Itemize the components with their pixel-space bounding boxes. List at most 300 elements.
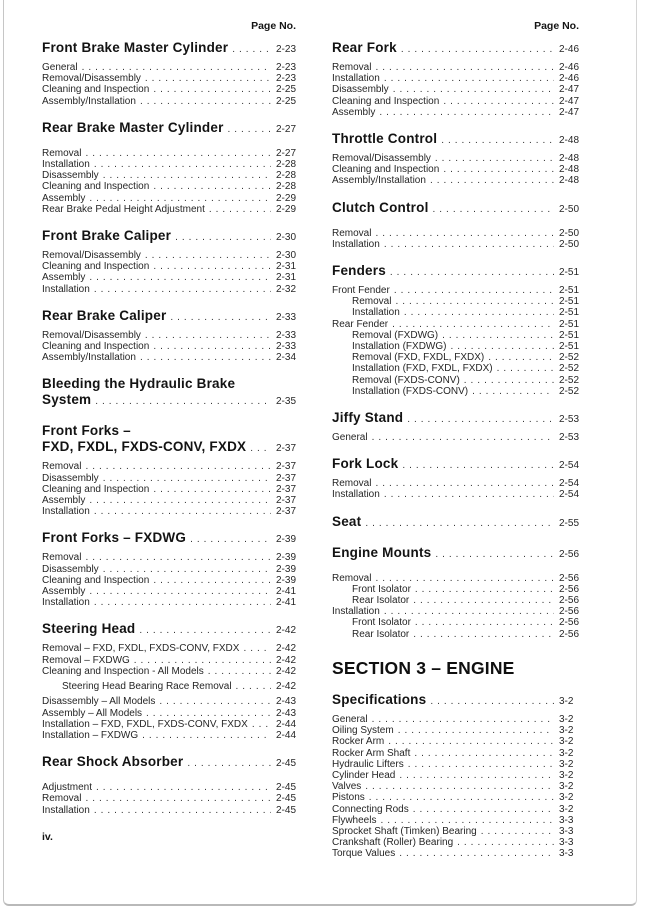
toc-section-title-row bbox=[42, 754, 306, 772]
toc-entry-label: Removal bbox=[332, 572, 372, 584]
toc-entry-label: General bbox=[332, 432, 368, 444]
toc-entry bbox=[42, 495, 306, 506]
toc-entry-label: Pistons bbox=[332, 792, 365, 804]
dot-leader bbox=[145, 73, 271, 84]
toc-page-number: 2-56 bbox=[559, 606, 580, 618]
toc-page-number: 2-56 bbox=[559, 628, 580, 640]
toc-section-title-line bbox=[42, 423, 306, 439]
dot-leader bbox=[134, 655, 271, 666]
toc-entry bbox=[42, 284, 306, 295]
toc-entry-label: Assembly – All Models bbox=[42, 707, 143, 719]
toc-section-title: Specifications bbox=[332, 691, 427, 707]
toc-page-number: 3-2 bbox=[559, 781, 574, 793]
toc-entry bbox=[42, 666, 306, 677]
dot-leader bbox=[208, 666, 271, 677]
toc-entry bbox=[332, 96, 589, 107]
toc-entry-label: Assembly bbox=[42, 272, 86, 284]
toc-section-title: Bleeding the Hydraulic Brake bbox=[42, 376, 236, 392]
toc-entry bbox=[42, 170, 306, 181]
dot-leader bbox=[398, 725, 554, 736]
toc-entry bbox=[332, 432, 589, 443]
toc-section-entries bbox=[332, 228, 589, 250]
toc-entry bbox=[332, 606, 589, 617]
toc-section-title: Seat bbox=[332, 513, 362, 529]
dot-leader bbox=[236, 681, 271, 692]
dot-leader bbox=[94, 284, 271, 295]
toc-page-number: 2-43 bbox=[276, 696, 297, 708]
toc-page-number: 2-50 bbox=[559, 227, 580, 239]
toc-column-right bbox=[332, 20, 589, 860]
toc-entry-label: Cleaning and Inspection bbox=[42, 483, 150, 495]
toc-page-number: 2-42 bbox=[276, 625, 297, 637]
toc-page-number: 2-42 bbox=[276, 654, 297, 666]
dot-leader bbox=[457, 837, 554, 848]
toc-section-title: Engine Mounts bbox=[332, 544, 432, 560]
toc-section-title-line bbox=[42, 376, 306, 392]
toc-entry-label: Assembly bbox=[42, 192, 86, 204]
toc-page-number: 3-2 bbox=[559, 695, 574, 707]
toc-entry-label: Cleaning and Inspection bbox=[332, 95, 440, 107]
toc-page-number: 2-52 bbox=[559, 363, 580, 375]
toc-page-number: 3-3 bbox=[559, 825, 574, 837]
toc-entry-label: Removal – FXDWG bbox=[42, 654, 130, 666]
toc-entry-label: Crankshaft (Roller) Bearing bbox=[332, 837, 454, 849]
toc-section-title: Rear Fork bbox=[332, 40, 397, 55]
dot-leader bbox=[407, 412, 554, 428]
toc-entry-label: Installation (FXDS-CONV) bbox=[352, 385, 469, 397]
toc-entry bbox=[332, 386, 589, 397]
toc-entry bbox=[332, 781, 589, 792]
toc-page-number: 3-3 bbox=[559, 848, 574, 860]
page-no-label-right: Page No. bbox=[534, 20, 579, 32]
toc-entry-label: Removal/Disassembly bbox=[42, 329, 141, 341]
toc-page-number: 2-50 bbox=[559, 238, 580, 250]
toc-entry-label: Cleaning and Inspection bbox=[332, 164, 440, 176]
dot-leader bbox=[170, 310, 271, 326]
dot-leader bbox=[430, 694, 554, 710]
toc-page-number: 2-50 bbox=[559, 203, 580, 215]
toc-entry bbox=[42, 473, 306, 484]
toc-entry-label: Rocker Arm bbox=[332, 736, 385, 748]
toc-page-number: 2-56 bbox=[559, 595, 580, 607]
dot-leader bbox=[85, 148, 271, 159]
dot-leader bbox=[413, 595, 554, 606]
toc-entry-label: Assembly/Installation bbox=[42, 95, 136, 107]
dot-leader bbox=[365, 516, 554, 532]
toc-page-number: 3-2 bbox=[559, 769, 574, 781]
toc-page-number: 2-55 bbox=[559, 517, 580, 529]
toc-entry bbox=[332, 595, 589, 606]
dot-leader bbox=[153, 84, 271, 95]
toc-page-number: 2-52 bbox=[559, 352, 580, 364]
toc-entry-label: Cleaning and Inspection bbox=[42, 574, 150, 586]
toc-section bbox=[42, 228, 306, 295]
toc-section-entries bbox=[332, 432, 589, 443]
toc-entry-label: Removal bbox=[352, 296, 392, 308]
toc-entry-label: Removal – FXD, FXDL, FXDS-CONV, FXDX bbox=[42, 643, 240, 655]
dot-leader bbox=[209, 204, 271, 215]
toc-page-number: 2-31 bbox=[276, 261, 297, 273]
toc-section-title: System bbox=[42, 392, 92, 408]
toc-entry-label: Installation – FXDWG bbox=[42, 729, 139, 741]
toc-page-number: 3-2 bbox=[559, 792, 574, 804]
toc-page-number: 2-25 bbox=[276, 84, 297, 96]
toc-page-number: 3-2 bbox=[559, 803, 574, 815]
toc-section-entries bbox=[42, 330, 306, 364]
toc-entry-label: Removal bbox=[42, 461, 82, 473]
toc-page-number: 2-29 bbox=[276, 192, 297, 204]
toc-entry-label: Cleaning and Inspection bbox=[42, 341, 150, 353]
toc-page-number: 2-35 bbox=[276, 396, 297, 408]
toc-entry-label: Installation bbox=[332, 489, 380, 501]
dot-leader bbox=[497, 363, 554, 374]
toc-entry-label: Disassembly bbox=[42, 472, 99, 484]
toc-entry-label: Installation bbox=[42, 283, 90, 295]
toc-page-number: 2-51 bbox=[559, 341, 580, 353]
toc-section-entries bbox=[332, 285, 589, 397]
toc-page-number: 2-30 bbox=[276, 232, 297, 244]
toc-section-entries bbox=[332, 573, 589, 640]
dot-leader bbox=[145, 250, 271, 261]
toc-entry bbox=[332, 62, 589, 73]
toc-entry bbox=[42, 181, 306, 192]
dot-leader bbox=[401, 42, 554, 58]
toc-entry-label: Front Fender bbox=[332, 285, 390, 297]
dot-leader bbox=[443, 96, 554, 107]
toc-page-number: 2-33 bbox=[276, 311, 297, 323]
toc-page-number: 2-56 bbox=[559, 548, 580, 560]
dot-leader bbox=[392, 319, 554, 330]
toc-entry bbox=[42, 793, 306, 804]
dot-leader bbox=[384, 606, 554, 617]
dot-leader bbox=[89, 193, 271, 204]
toc-section bbox=[42, 530, 306, 608]
toc-entry-label: Connecting Rods bbox=[332, 803, 409, 815]
dot-leader bbox=[140, 96, 271, 107]
dot-leader bbox=[228, 122, 271, 138]
toc-page-number: 2-53 bbox=[559, 432, 580, 444]
toc-page-number: 2-56 bbox=[559, 572, 580, 584]
dot-leader bbox=[399, 770, 554, 781]
toc-page-number: 2-48 bbox=[559, 153, 580, 165]
toc-entry-label: Disassembly – All Models bbox=[42, 696, 156, 708]
toc-entry bbox=[42, 62, 306, 73]
toc-section bbox=[42, 376, 306, 410]
toc-page-number: 2-37 bbox=[276, 443, 297, 455]
toc-page-number: 2-34 bbox=[276, 352, 297, 364]
toc-page-number: 3-2 bbox=[559, 758, 574, 770]
toc-page-number: 2-48 bbox=[559, 175, 580, 187]
dot-leader bbox=[413, 629, 554, 640]
toc-entry bbox=[42, 484, 306, 495]
toc-page-number: 3-2 bbox=[559, 736, 574, 748]
toc-entry bbox=[332, 617, 589, 628]
toc-entry-label: Installation – FXD, FXDL, FXDS-CONV, FXDX bbox=[42, 718, 248, 730]
dot-leader bbox=[388, 736, 554, 747]
toc-entry bbox=[332, 228, 589, 239]
dot-leader bbox=[94, 159, 271, 170]
toc-page-number: 2-41 bbox=[276, 597, 297, 609]
toc-entry-label: Assembly bbox=[42, 495, 86, 507]
toc-entry bbox=[332, 736, 589, 747]
dot-leader bbox=[103, 473, 271, 484]
toc-entry-label: Installation bbox=[332, 73, 380, 85]
toc-section-title: Rear Shock Absorber bbox=[42, 754, 184, 770]
toc-page-number: 2-47 bbox=[559, 95, 580, 107]
toc-page-number: 2-45 bbox=[276, 804, 297, 816]
toc-section bbox=[332, 263, 589, 397]
dot-leader bbox=[393, 84, 554, 95]
toc-entry-label: Rear Fender bbox=[332, 318, 389, 330]
dot-leader bbox=[175, 230, 271, 246]
dot-leader bbox=[395, 296, 554, 307]
dot-leader bbox=[430, 175, 554, 186]
toc-page-number: 2-28 bbox=[276, 181, 297, 193]
toc-page-number: 2-45 bbox=[276, 758, 297, 770]
dot-leader bbox=[399, 848, 554, 859]
toc-page-number: 2-51 bbox=[559, 285, 580, 297]
toc-section-title: Steering Head bbox=[42, 621, 136, 637]
toc-section bbox=[42, 40, 306, 107]
toc-section-title-row bbox=[42, 308, 306, 326]
toc-page-number: 2-51 bbox=[559, 329, 580, 341]
toc-page-number: 2-29 bbox=[276, 203, 297, 215]
toc-entry bbox=[332, 285, 589, 296]
dot-leader bbox=[472, 386, 554, 397]
toc-page-number: 2-42 bbox=[276, 665, 297, 677]
dot-leader bbox=[443, 164, 554, 175]
dot-leader bbox=[252, 719, 271, 730]
toc-entry-label: Removal bbox=[332, 62, 372, 73]
toc-entry bbox=[332, 341, 589, 352]
dot-leader bbox=[250, 441, 271, 457]
toc-page-number: 3-3 bbox=[559, 837, 574, 849]
toc-entry-label: Sprocket Shaft (Timken) Bearing bbox=[332, 825, 477, 837]
toc-entry bbox=[332, 573, 589, 584]
toc-entry-label: Removal bbox=[42, 793, 82, 805]
toc-section-entries bbox=[42, 461, 306, 517]
dot-leader bbox=[384, 489, 554, 500]
toc-entry bbox=[42, 148, 306, 159]
toc-entry-label: Removal bbox=[42, 552, 82, 564]
dot-leader bbox=[442, 330, 554, 341]
toc-entry bbox=[42, 782, 306, 793]
toc-entry-label: Removal/Disassembly bbox=[42, 250, 141, 262]
toc-section-title-row bbox=[332, 456, 589, 474]
toc-entry bbox=[332, 748, 589, 759]
toc-entry bbox=[332, 307, 589, 318]
toc-entry-label: Rear Isolator bbox=[352, 628, 410, 640]
toc-section-entries bbox=[332, 714, 589, 860]
toc-section-title: Clutch Control bbox=[332, 199, 429, 215]
toc-entry-label: Cleaning and Inspection - All Models bbox=[42, 665, 204, 677]
toc-entry bbox=[332, 107, 589, 118]
toc-page-number: 3-3 bbox=[559, 814, 574, 826]
toc-column-left bbox=[42, 20, 306, 860]
dot-leader bbox=[140, 352, 271, 363]
toc-entry bbox=[42, 159, 306, 170]
toc-entry bbox=[42, 84, 306, 95]
toc-entry bbox=[42, 552, 306, 563]
toc-entry-label: Installation bbox=[332, 238, 380, 250]
toc-page-number: 2-45 bbox=[276, 782, 297, 794]
toc-page-number: 2-43 bbox=[276, 707, 297, 719]
toc-entry-label: Adjustment bbox=[42, 782, 93, 794]
toc-section bbox=[332, 692, 589, 860]
toc-page-number: 2-32 bbox=[276, 283, 297, 295]
dot-leader bbox=[85, 552, 271, 563]
dot-leader bbox=[96, 782, 271, 793]
dot-leader bbox=[481, 826, 554, 837]
toc-page-number: 2-37 bbox=[276, 483, 297, 495]
toc-entry-label: Assembly bbox=[42, 586, 86, 598]
toc-entry-label: Installation bbox=[352, 307, 400, 319]
toc-page-number: 2-37 bbox=[276, 495, 297, 507]
toc-page-number: 2-51 bbox=[559, 307, 580, 319]
toc-entry-label: Removal (FXD, FXDL, FXDX) bbox=[352, 352, 485, 364]
dot-leader bbox=[145, 330, 271, 341]
toc-entry bbox=[42, 352, 306, 363]
toc-section-title-row bbox=[332, 692, 589, 710]
toc-page-number: 2-56 bbox=[559, 583, 580, 595]
dot-leader bbox=[375, 573, 554, 584]
dot-leader bbox=[94, 506, 271, 517]
dot-leader bbox=[243, 643, 271, 654]
toc-page-number: 2-45 bbox=[276, 793, 297, 805]
dot-leader bbox=[415, 617, 554, 628]
toc-entry-label: Flywheels bbox=[332, 814, 377, 826]
toc-section-title-row bbox=[332, 410, 589, 428]
toc-page-number: 2-27 bbox=[276, 147, 297, 159]
section-heading: SECTION 3 – ENGINE bbox=[332, 657, 515, 678]
toc-section bbox=[332, 545, 589, 640]
toc-page-number: 2-44 bbox=[276, 718, 297, 730]
dot-leader bbox=[404, 307, 554, 318]
toc-page-number: 3-2 bbox=[559, 713, 574, 725]
toc-page-number: 2-25 bbox=[276, 95, 297, 107]
document-page bbox=[3, 0, 637, 906]
toc-section-title: Jiffy Stand bbox=[332, 410, 404, 426]
toc-page-number: 3-2 bbox=[559, 725, 574, 737]
toc-entry bbox=[42, 461, 306, 472]
toc-entry bbox=[332, 84, 589, 95]
toc-entry bbox=[42, 575, 306, 586]
toc-section-entries bbox=[332, 153, 589, 187]
dot-leader bbox=[464, 375, 554, 386]
toc-page-number: 2-48 bbox=[559, 164, 580, 176]
toc-page-number: 2-42 bbox=[276, 681, 297, 693]
toc-entry-label: Cleaning and Inspection bbox=[42, 181, 150, 193]
toc-page-number: 2-28 bbox=[276, 170, 297, 182]
toc-entry bbox=[332, 837, 589, 848]
toc-section-title-row bbox=[332, 131, 589, 149]
toc-section-title-row bbox=[42, 392, 306, 410]
dot-leader bbox=[435, 547, 554, 563]
dot-leader bbox=[415, 584, 554, 595]
dot-leader bbox=[384, 73, 554, 84]
toc-blocks-left bbox=[42, 40, 306, 816]
toc-entry bbox=[332, 73, 589, 84]
toc-entry-label: Disassembly bbox=[42, 170, 99, 182]
toc-entry-label: Assembly/Installation bbox=[332, 175, 426, 187]
toc-entry-label: Installation (FXDWG) bbox=[352, 341, 447, 353]
toc-entry-label: Installation bbox=[42, 597, 90, 609]
toc-section-title: Rear Brake Master Cylinder bbox=[42, 119, 224, 135]
toc-entry-label: Assembly/Installation bbox=[42, 352, 136, 364]
toc-section-title-row bbox=[332, 514, 589, 532]
dot-leader bbox=[82, 62, 271, 73]
dot-leader bbox=[390, 265, 554, 281]
toc-entry bbox=[332, 770, 589, 781]
toc-entry bbox=[42, 73, 306, 84]
toc-section-title: Front Forks – bbox=[42, 423, 131, 439]
toc-section bbox=[332, 514, 589, 532]
toc-page-number: 2-37 bbox=[276, 506, 297, 518]
dot-leader bbox=[159, 696, 271, 707]
toc-entry-label: Rear Isolator bbox=[352, 595, 410, 607]
toc-page-number: 2-51 bbox=[559, 267, 580, 279]
toc-page-number: 2-39 bbox=[276, 574, 297, 586]
dot-leader bbox=[394, 285, 554, 296]
toc-page-number: 2-39 bbox=[276, 552, 297, 564]
dot-leader bbox=[95, 394, 271, 410]
dot-leader bbox=[153, 575, 271, 586]
toc-entry bbox=[42, 96, 306, 107]
toc-entry bbox=[42, 730, 306, 741]
toc-entry-label: Front Isolator bbox=[352, 583, 411, 595]
toc-entry bbox=[42, 655, 306, 666]
toc-page-number: 2-48 bbox=[559, 135, 580, 147]
dot-leader bbox=[433, 202, 554, 218]
toc-entry bbox=[42, 193, 306, 204]
toc-entry bbox=[42, 204, 306, 215]
toc-entry-label: Hydraulic Lifters bbox=[332, 758, 404, 770]
toc-section-entries bbox=[42, 782, 306, 816]
toc-page-number: 2-51 bbox=[559, 296, 580, 308]
dot-leader bbox=[379, 107, 554, 118]
toc-entry bbox=[332, 792, 589, 803]
toc-entry-label: Assembly bbox=[332, 106, 376, 118]
toc-entry bbox=[332, 239, 589, 250]
toc-entry bbox=[332, 319, 589, 330]
toc-entry-label: Torque Values bbox=[332, 848, 396, 860]
dot-leader bbox=[153, 341, 271, 352]
dot-leader bbox=[142, 730, 271, 741]
toc-entry bbox=[332, 164, 589, 175]
toc-page-number: 2-39 bbox=[276, 563, 297, 575]
dot-leader bbox=[369, 792, 554, 803]
dot-leader bbox=[153, 484, 271, 495]
dot-leader bbox=[413, 804, 554, 815]
toc-entry-label: Removal bbox=[42, 147, 82, 159]
toc-section-entries bbox=[42, 148, 306, 215]
toc-page-number: 2-51 bbox=[559, 318, 580, 330]
toc-section-title: Fork Lock bbox=[332, 456, 399, 472]
page-no-label-left: Page No. bbox=[251, 20, 296, 32]
toc-page-number: 2-44 bbox=[276, 729, 297, 741]
toc-page-number: 2-37 bbox=[276, 461, 297, 473]
toc-page-number: 2-47 bbox=[559, 106, 580, 118]
toc-page-number: 2-46 bbox=[559, 73, 580, 85]
toc-page-number: 2-23 bbox=[276, 62, 297, 73]
dot-leader bbox=[232, 42, 271, 58]
toc-page-number: 2-46 bbox=[559, 44, 580, 55]
toc-entry-label: Installation bbox=[332, 606, 380, 618]
toc-entry bbox=[42, 719, 306, 730]
toc-page-number: 2-53 bbox=[559, 414, 580, 426]
toc-section bbox=[332, 456, 589, 500]
dot-leader bbox=[488, 352, 554, 363]
